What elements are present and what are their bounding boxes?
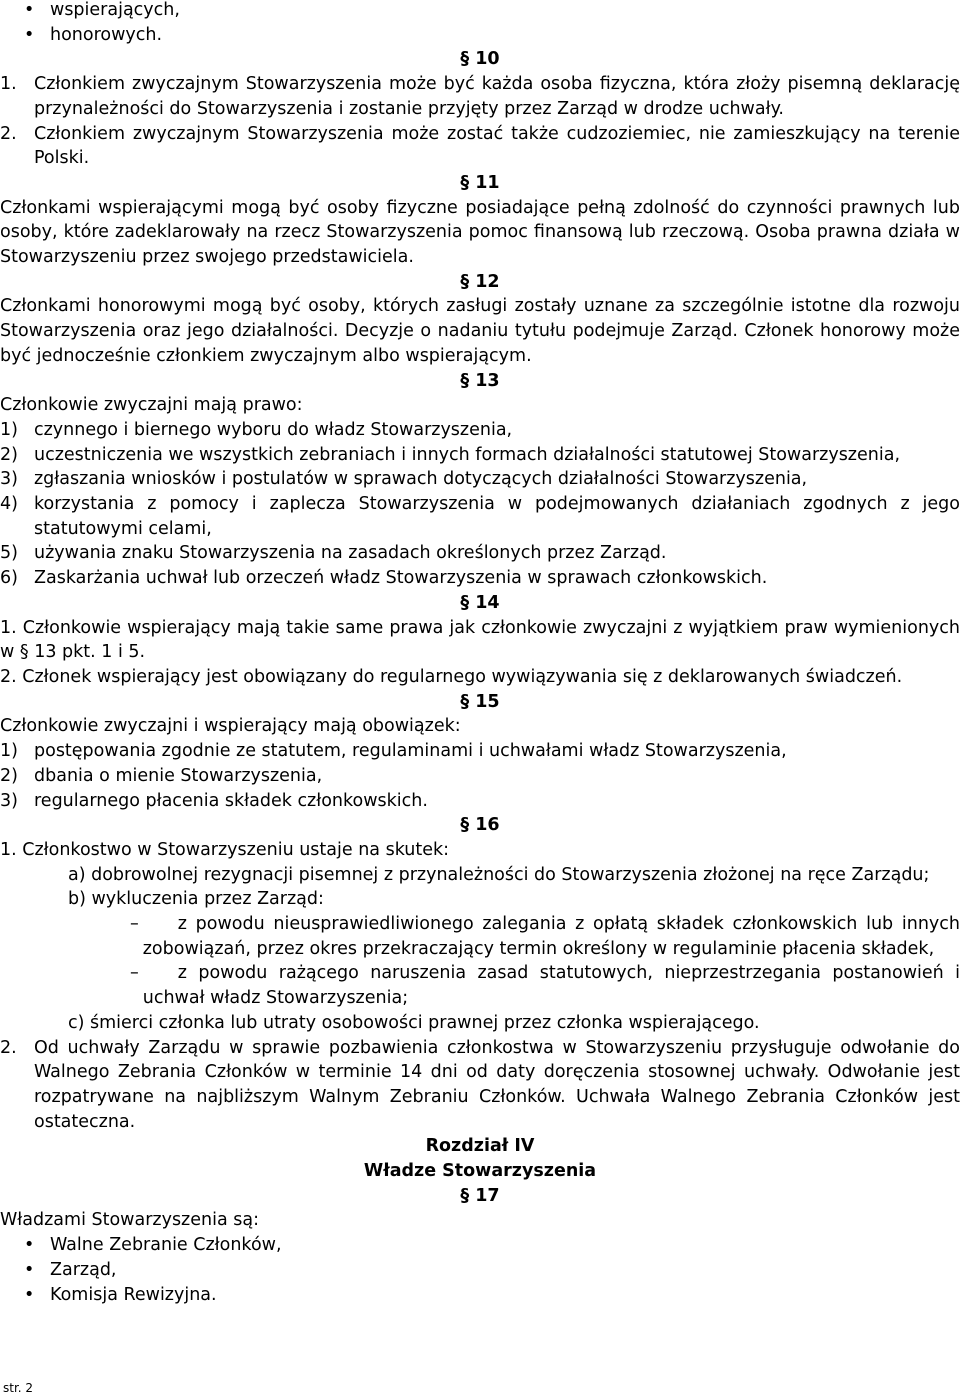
list-item: 2. Członkiem zwyczajnym Stowarzyszenia może zostać także cudzoziemiec, nie zamieszkujący na terenie Polski. xyxy=(0,123,960,169)
list-item: 6) Zaskarżania uchwał lub orzeczeń władz Stowarzyszenia w sprawach członkowskich. xyxy=(0,568,768,589)
paragraph: Członkami wspierającymi mogą być osoby fizyczne posiadające pełną zdolność do czynności prawnych lub osoby, które zadeklarowały na rzecz Stowarzyszenia pomoc finansową lub rzeczową. Osoba prawna działa w Stowarzyszeniu przez swojego przedstawiciela. xyxy=(0,197,960,268)
list-item: • Komisja Rewizyjna. xyxy=(0,1283,960,1308)
section-heading-10: § 10 xyxy=(460,49,500,70)
list-item: – z powodu rażącego naruszenia zasad statutowych, nieprzestrzegania postanowień i uchwał władz Stowarzyszenia; xyxy=(0,961,960,1010)
bullet-icon: • xyxy=(24,24,35,45)
list-item: • Zarząd, xyxy=(0,1258,960,1283)
list-item: 1) czynnego i biernego wyboru do władz Stowarzyszenia, xyxy=(0,419,513,440)
list-item: • wspierających, xyxy=(0,0,960,23)
bullet-icon: • xyxy=(24,1235,35,1256)
list-item: 2) uczestniczenia we wszystkich zebraniach i innych formach działalności statutowej Stowarzyszenia, xyxy=(0,444,901,465)
list-item: 1. Członkiem zwyczajnym Stowarzyszenia może być każda osoba fizyczna, która złoży pisemną deklarację przynależności do Stowarzyszenia i zostanie przyjęty przez Zarząd w drodze uchwały. xyxy=(0,74,960,119)
paragraph: Członkami honorowymi mogą być osoby, których zasługi zostały uznane za szczególnie istotne dla rozwoju Stowarzyszenia oraz jego działalności. Decyzje o nadaniu tytułu podejmuje Zarząd. Członek honorowy może być jednocześnie członkiem zwyczajnym albo wspierającym. xyxy=(0,296,960,366)
list-item: • Walne Zebranie Członków, xyxy=(0,1233,960,1258)
chapter-title: Władze Stowarzyszenia xyxy=(363,1161,597,1182)
list-item: • honorowych. xyxy=(0,23,960,48)
list-item: 1) postępowania zgodnie ze statutem, regulaminami i uchwałami władz Stowarzyszenia, xyxy=(0,741,787,762)
dash-icon: – xyxy=(130,914,139,935)
paragraph: Członkowie zwyczajni i wspierający mają obowiązek: xyxy=(0,716,461,737)
list-item: 5) używania znaku Stowarzyszenia na zasadach określonych przez Zarząd. xyxy=(0,543,667,564)
list-item: b) wykluczenia przez Zarząd: xyxy=(68,889,324,910)
section-heading-13: § 13 xyxy=(460,370,500,391)
bullet-icon: • xyxy=(24,0,35,20)
dash-icon: – xyxy=(130,963,139,984)
list-item: 4) korzystania z pomocy i zaplecza Stowarzyszenia w podejmowanych działaniach zgodnych z jego statutowymi celami, xyxy=(0,494,960,539)
section-heading-14: § 14 xyxy=(460,592,500,613)
list-item: c) śmierci członka lub utraty osobowości prawnej przez członka wspierającego. xyxy=(68,1012,760,1033)
bullet-icon: • xyxy=(24,1284,35,1305)
bullet-icon: • xyxy=(24,1259,35,1280)
section-heading-15: § 15 xyxy=(460,691,500,712)
section-heading-12: § 12 xyxy=(460,271,500,292)
list-item: 3) regularnego płacenia składek członkowskich. xyxy=(0,790,428,811)
list-item: – z powodu nieusprawiedliwionego zalegania z opłatą składek członkowskich lub innych zobowiązań, przez okres przekraczający termin określony w regulaminie płacenia składek, xyxy=(0,912,960,961)
page-number: str. 2 xyxy=(3,1381,34,1395)
paragraph: Członkowie zwyczajni mają prawo: xyxy=(0,395,303,416)
paragraph: Władzami Stowarzyszenia są: xyxy=(0,1210,259,1231)
chapter-number: Rozdział IV xyxy=(425,1136,535,1157)
paragraph: 1. Członkostwo w Stowarzyszeniu ustaje na skutek: xyxy=(0,839,450,860)
paragraph: 1. Członkowie wspierający mają takie same prawa jak członkowie zwyczajni z wyjątkiem praw wymienionych w § 13 pkt. 1 i 5. xyxy=(0,617,960,663)
list-item: 3) zgłaszania wniosków i postulatów w sprawach dotyczących działalności Stowarzyszenia, xyxy=(0,469,808,490)
section-heading-16: § 16 xyxy=(460,815,500,836)
list-item: 2) dbania o mienie Stowarzyszenia, xyxy=(0,765,323,786)
paragraph: 2. Członek wspierający jest obowiązany do regularnego wywiązywania się z deklarowanych świadczeń. xyxy=(0,666,903,687)
section-heading-17: § 17 xyxy=(460,1185,500,1206)
list-item: 2. Od uchwały Zarządu w sprawie pozbawienia członkostwa w Stowarzyszeniu przysługuje odwołanie do Walnego Zebrania Członków w terminie 14 dni od daty doręczenia stosownej uchwały. Odwołanie jest rozpatrywane na najbliższym Walnym Zebraniu Członków. Uchwała Walnego Zebrania Członków jest ostateczna. xyxy=(0,1037,960,1132)
list-item: a) dobrowolnej rezygnacji pisemnej z przynależności do Stowarzyszenia złożonej na ręce Zarządu; xyxy=(68,864,930,885)
section-heading-11: § 11 xyxy=(460,172,500,193)
